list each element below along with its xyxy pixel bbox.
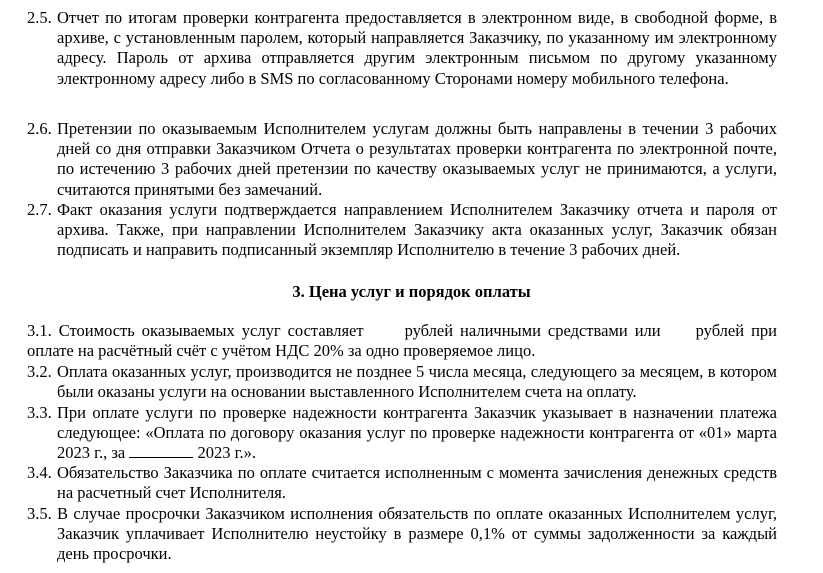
clause-3-5: [27, 504, 777, 565]
clause-number: 3.3.: [27, 403, 52, 422]
clause-number: 3.2.: [27, 362, 52, 381]
clause-text-part: При оплате услуги по проверке надежности контрагента Заказчик указывает в назначении платежа следующее: «Оплата по договору оказания услуг по проверке надежности контрагента от «01» марта 2023 г., за: [57, 403, 777, 463]
clause-number: 2.5.: [27, 8, 52, 27]
clause-number: 2.6.: [27, 119, 52, 138]
clause-2-5: [27, 8, 777, 89]
clause-text-part: рублей при оплате на расчётный счёт с учётом НДС 20% за одно проверяемое лицо.: [27, 321, 777, 361]
clause-number: 3.1.: [27, 321, 52, 340]
clause-2-6: [27, 119, 777, 200]
clause-text-part: 2023 г.».: [197, 443, 257, 463]
clause-3-1: [27, 321, 777, 361]
clause-3-3: [27, 403, 777, 464]
clause-text: Претензии по оказываемым Исполнителем услугам должны быть направлены в течении 3 рабочих дней со дня отправки Заказчиком Отчета о результатах проверки контрагента по электронной почте, по истечению 3 рабочих дней претензии по качеству оказываемых услуг не принимаются, а услуги, считаются принятыми без замечаний.: [57, 119, 777, 199]
clause-3-2: [27, 362, 777, 402]
clause-text: Оплата оказанных услуг, производится не позднее 5 числа месяца, следующего за месяцем, в котором были оказаны услуги на основании выставленного Исполнителем счета на оплату.: [57, 362, 777, 402]
clause-number: 2.7.: [27, 200, 52, 219]
clause-2-7: [27, 200, 777, 261]
clause-text: Обязательство Заказчика по оплате считается исполненным с момента зачисления денежных средств на расчетный счет Исполнителя.: [57, 463, 777, 503]
clause-text-part: рублей наличными средствами или: [404, 321, 661, 340]
clause-text-part: Стоимость оказываемых услуг составляет: [58, 321, 364, 340]
clause-text: [57, 403, 777, 464]
clause-number: 3.4.: [27, 463, 52, 482]
clause-text: Отчет по итогам проверки контрагента предоставляется в электронном виде, в свободной форме, в архиве, с установленным паролем, который направляется Заказчику, по указанному им электронному адресу. Пароль от архива отправляется другим электронным письмом по другому указанному электронному адресу либо в SMS по согласованному Сторонами номеру мобильного телефона.: [57, 8, 777, 88]
section-heading: 3. Цена услуг и порядок оплаты: [292, 282, 531, 301]
clause-number: 3.5.: [27, 504, 52, 523]
period-blank-line: [129, 443, 193, 458]
clause-3-4: [27, 463, 777, 503]
clause-text: Факт оказания услуги подтверждается направлением Исполнителем Заказчику отчета и пароля от архива. Также, при направлении Исполнителем Заказчику акта оказанных услуг, Заказчик обязан подписать и направить подписанный экземпляр Исполнителю в течение 3 рабочих дней.: [57, 200, 777, 260]
clause-text: В случае просрочки Заказчиком исполнения обязательств по оплате оказанных Исполнителем услуг, Заказчик уплачивает Исполнителю неустойку в размере 0,1% от суммы задолженности за каждый день просрочки.: [57, 504, 777, 564]
